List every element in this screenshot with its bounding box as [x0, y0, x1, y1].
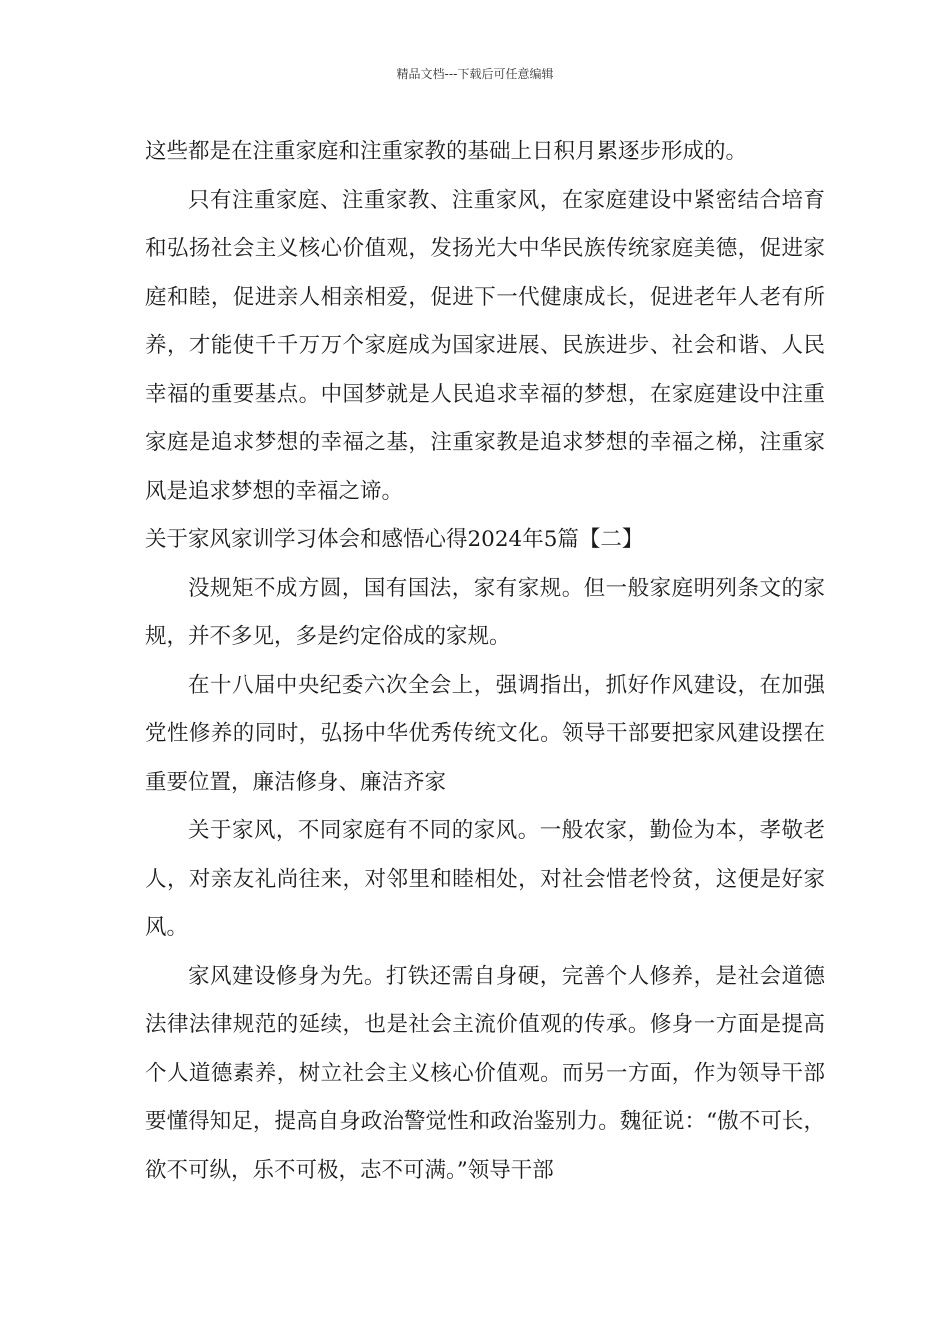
document-body [145, 128, 825, 1195]
paragraph: 在十八届中央纪委六次全会上，强调指出，抓好作风建设，在加强党性修养的同时，弘扬中华优秀传统文化。领导干部要把家风建设摆在重要位置，廉洁修身、廉洁齐家 [145, 672, 825, 795]
paragraph: 只有注重家庭、注重家教、注重家风，在家庭建设中紧密结合培育和弘扬社会主义核心价值观，发扬光大中华民族传统家庭美德，促进家庭和睦，促进亲人相亲相爱，促进下一代健康成长，促进老年人老有所养，才能使千千万万个家庭成为国家进展、民族进步、社会和谐、人民幸福的重要基点。中国梦就是人民追求幸福的梦想，在家庭建设中注重家庭是追求梦想的幸福之基，注重家教是追求梦想的幸福之梯，注重家风是追求梦想的幸福之谛。 [145, 187, 825, 504]
paragraph: 没规矩不成方圆，国有国法，家有家规。但一般家庭明列条文的家规，并不多见，多是约定俗成的家规。 [145, 575, 825, 649]
paragraph: 关于家风，不同家庭有不同的家风。一般农家，勤俭为本，孝敬老人，对亲友礼尚往来，对邻里和睦相处，对社会惜老怜贫，这便是好家风。 [145, 818, 825, 940]
paragraph-continued: 这些都是在注重家庭和注重家教的基础上日积月累逐步形成的。 [145, 139, 748, 164]
paragraph: 家风建设修身为先。打铁还需自身硬，完善个人修养，是社会道德法律法律规范的延续，也是社会主流价值观的传承。修身一方面是提高个人道德素养，树立社会主义核心价值观。而另一方面，作为领导干部要懂得知足，提高自身政治警觉性和政治鉴别力。魏征说：“傲不可长，欲不可纵，乐不可极，志不可满。”领导干部 [145, 963, 825, 1183]
section-heading: 关于家风家训学习体会和感悟心得2024年5篇【二】 [145, 527, 644, 552]
page-header: 精品文档---下载后可任意编辑 [396, 67, 554, 81]
